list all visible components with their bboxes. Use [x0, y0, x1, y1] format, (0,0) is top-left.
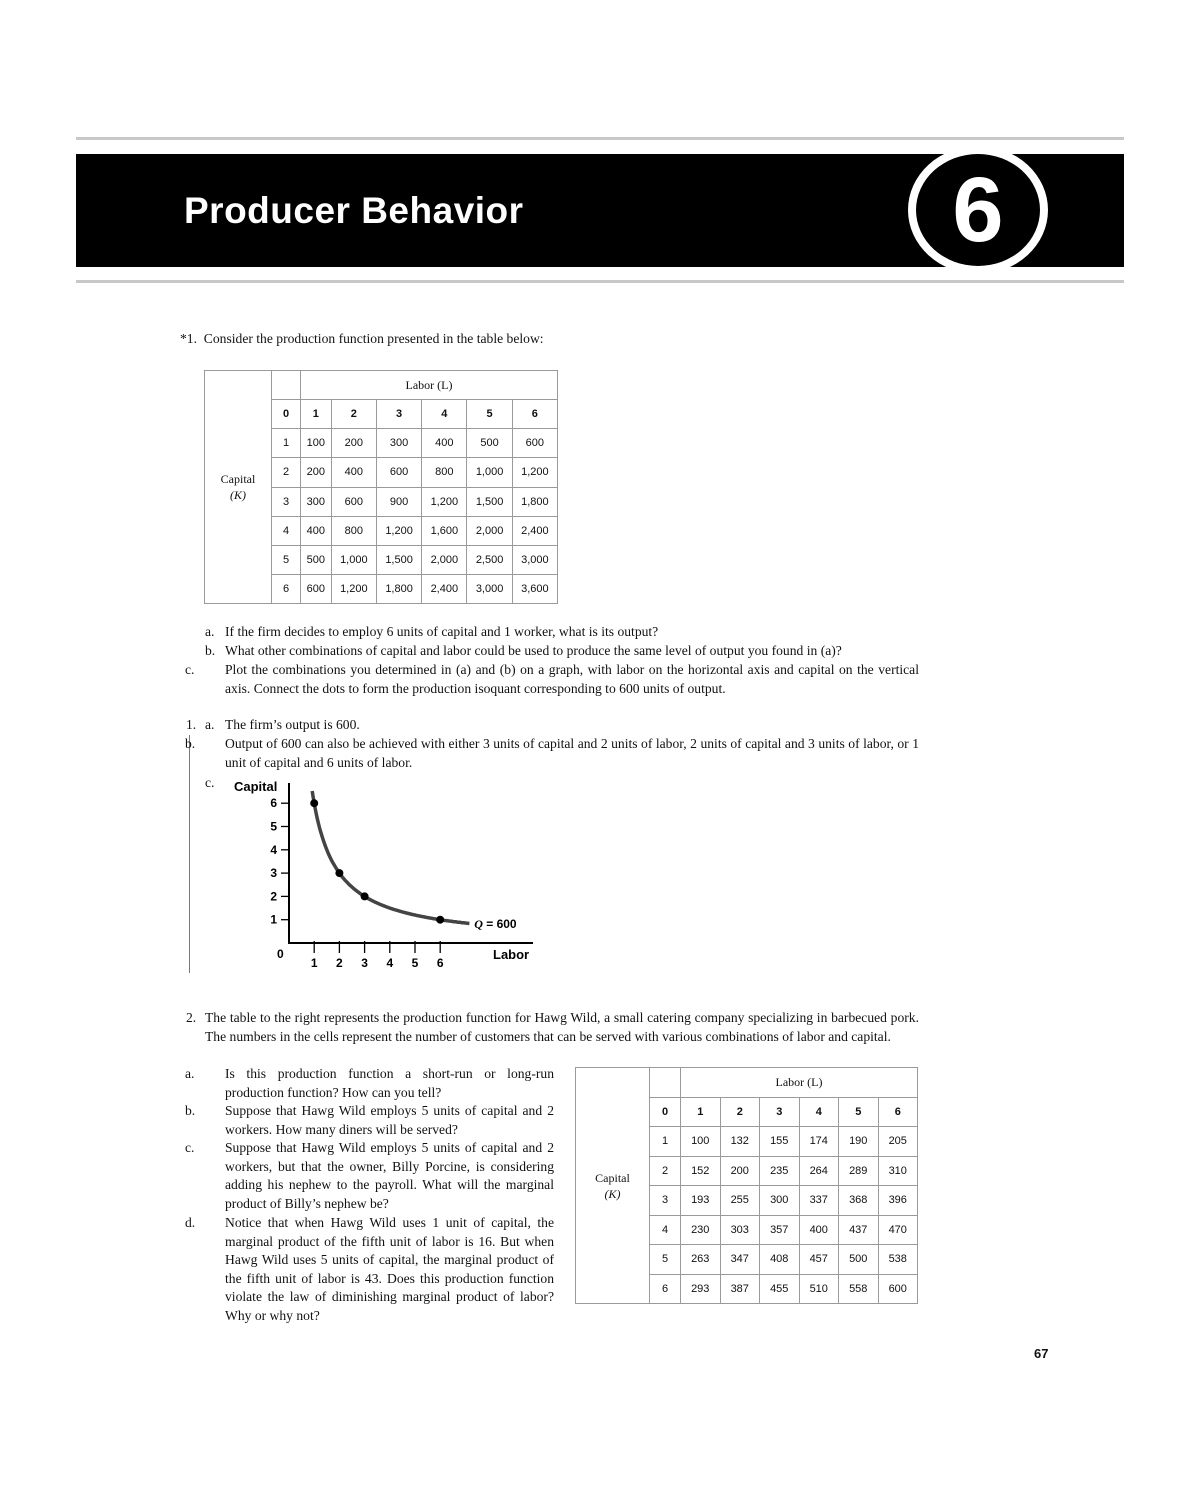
table-cell: 200	[301, 458, 332, 487]
table-cell: 300	[376, 429, 421, 458]
part-label: d.	[185, 1215, 196, 1230]
part-text: Is this production function a short-run or long-run production function? How can you tell?	[225, 1066, 554, 1100]
table-cell: 2,000	[422, 545, 467, 574]
capital-row-header: 5	[272, 545, 301, 574]
table-cell: 900	[376, 487, 421, 516]
y-tick-label: 6	[270, 796, 277, 811]
table-cell: 190	[839, 1127, 879, 1157]
labor-col-header: 1	[681, 1097, 721, 1127]
table-cell: 264	[799, 1156, 839, 1186]
table-cell: 263	[681, 1245, 721, 1275]
table-cell: 293	[681, 1274, 721, 1304]
part-label: a.	[205, 624, 215, 639]
q1-text: Consider the production function presented in the table below:	[203, 331, 544, 346]
part-text: Output of 600 can also be achieved with either 3 units of capital and 2 units of labor, 2 units of capital and 3 units of labor, or 1 unit of capital and 6 units of labor.	[225, 736, 919, 770]
answer1-number: 1.	[186, 717, 197, 732]
x-tick-label: 2	[336, 956, 343, 970]
bottom-rule	[76, 280, 1124, 283]
production-table-2	[575, 1067, 918, 1304]
table-cell: 600	[878, 1274, 918, 1304]
labor-col-header: 6	[878, 1097, 918, 1127]
table-cell: 455	[760, 1274, 800, 1304]
table-cell: 510	[799, 1274, 839, 1304]
table-cell: 400	[422, 429, 467, 458]
table-cell: 200	[720, 1156, 760, 1186]
table-cell: 457	[799, 1245, 839, 1275]
production-table-1	[204, 370, 558, 604]
y-tick-label: 1	[270, 912, 277, 927]
data-point	[361, 892, 369, 900]
table-cell: 2,500	[467, 545, 512, 574]
table-cell: 347	[720, 1245, 760, 1275]
q2-part-d	[185, 1214, 554, 1325]
table-cell: 1,200	[512, 458, 557, 487]
blank-cell	[272, 371, 301, 400]
table-cell: 600	[376, 458, 421, 487]
q1-part-b	[205, 642, 919, 661]
labor-col-header: 5	[839, 1097, 879, 1127]
table-cell: 558	[839, 1274, 879, 1304]
table-cell: 538	[878, 1245, 918, 1275]
table-cell: 303	[720, 1215, 760, 1245]
capital-row-header: 6	[650, 1274, 681, 1304]
table-cell: 193	[681, 1186, 721, 1216]
table-cell: 2,400	[512, 516, 557, 545]
table-cell: 1,500	[467, 487, 512, 516]
labor-header: Labor (L)	[681, 1068, 918, 1098]
part-label: b.	[185, 736, 196, 751]
table-cell: 400	[301, 516, 332, 545]
table-cell: 155	[760, 1127, 800, 1157]
y-tick-label: 4	[270, 842, 277, 857]
page-number: 67	[1034, 1346, 1049, 1361]
q2-part-b	[185, 1102, 554, 1139]
part-text: Suppose that Hawg Wild employs 5 units of capital and 2 workers, but that the owner, Billy Porcine, is considering adding his nephew to the payroll. What will the marginal product of Billy’s nephew be?	[225, 1140, 554, 1211]
table-cell: 310	[878, 1156, 918, 1186]
capital-label-cell	[576, 1068, 650, 1304]
y-tick-label: 3	[270, 866, 277, 881]
corner-cell: 0	[272, 400, 301, 429]
table-cell: 174	[799, 1127, 839, 1157]
x-tick-label: 1	[310, 956, 318, 970]
capital-row-header: 2	[272, 458, 301, 487]
x-tick-label: 6	[436, 956, 444, 970]
data-point	[436, 916, 444, 924]
table-cell: 1,000	[331, 545, 376, 574]
q2-part-c	[185, 1139, 554, 1213]
data-point	[335, 869, 343, 877]
part-text: The firm’s output is 600.	[225, 717, 360, 732]
part-label: c.	[185, 1140, 195, 1155]
table-cell: 437	[839, 1215, 879, 1245]
table-cell: 200	[331, 429, 376, 458]
capital-row-header: 6	[272, 574, 301, 603]
table-cell: 2,000	[467, 516, 512, 545]
table-cell: 235	[760, 1156, 800, 1186]
table-cell: 289	[839, 1156, 879, 1186]
table-cell: 600	[512, 429, 557, 458]
table-cell: 387	[720, 1274, 760, 1304]
answer1-part-c-label: c.	[205, 775, 215, 790]
table-cell: 1,200	[331, 574, 376, 603]
table-cell: 1,600	[422, 516, 467, 545]
x-tick-label: 5	[411, 956, 419, 970]
table-cell: 1,500	[376, 545, 421, 574]
table-cell: 300	[760, 1186, 800, 1216]
table-cell: 100	[681, 1127, 721, 1157]
table-cell: 3,000	[467, 574, 512, 603]
capital-label-cell	[205, 371, 272, 604]
table-cell: 3,000	[512, 545, 557, 574]
table-cell: 396	[878, 1186, 918, 1216]
table-cell: 400	[799, 1215, 839, 1245]
capital-symbol: (K)	[604, 1186, 621, 1201]
answer-bar	[189, 735, 190, 973]
y-tick-label: 5	[270, 819, 277, 834]
part-label: c.	[185, 662, 195, 677]
labor-header: Labor (L)	[301, 371, 558, 400]
part-text: Suppose that Hawg Wild employs 5 units of capital and 2 workers. How many diners will be served?	[225, 1103, 554, 1137]
q1-part-c	[185, 661, 919, 698]
corner-cell: 0	[650, 1097, 681, 1127]
table-cell: 230	[681, 1215, 721, 1245]
labor-col-header: 4	[799, 1097, 839, 1127]
labor-col-header: 6	[512, 400, 557, 429]
capital-row-header: 4	[650, 1215, 681, 1245]
table-cell: 205	[878, 1127, 918, 1157]
isoquant-curve	[312, 791, 469, 924]
table-cell: 408	[760, 1245, 800, 1275]
labor-col-header: 5	[467, 400, 512, 429]
q2-intro: The table to the right represents the production function for Hawg Wild, a small catering company specializing in barbecued pork. The numbers in the cells represent the number of customers that can be served with various combinations of labor and capital.	[205, 1010, 919, 1044]
capital-row-header: 1	[650, 1127, 681, 1157]
y-tick-label: 2	[270, 889, 277, 904]
part-text: What other combinations of capital and labor could be used to produce the same level of output you found in (a)?	[225, 643, 842, 658]
table-cell: 500	[839, 1245, 879, 1275]
table-cell: 1,200	[422, 487, 467, 516]
q1-prompt	[180, 330, 544, 349]
answer1-part-a	[205, 716, 360, 735]
table-cell: 100	[301, 429, 332, 458]
chapter-title: Producer Behavior	[184, 190, 524, 231]
blank-cell	[650, 1068, 681, 1098]
part-text: Plot the combinations you determined in (a) and (b) on a graph, with labor on the horizontal axis and capital on the vertical axis. Connect the dots to form the production isoquant corresponding to 600 units of output.	[225, 662, 919, 696]
labor-col-header: 2	[720, 1097, 760, 1127]
table-cell: 357	[760, 1215, 800, 1245]
capital-row-header: 3	[650, 1186, 681, 1216]
capital-symbol: (K)	[230, 488, 246, 502]
q2-number: 2.	[186, 1010, 197, 1025]
data-point	[310, 799, 318, 807]
capital-row-header: 2	[650, 1156, 681, 1186]
part-text: Notice that when Hawg Wild uses 1 unit of capital, the marginal product of the fifth unit of labor is 16. But when Hawg Wild uses 5 units of capital, the marginal product of the fifth unit of labor is 43. Does this production function violate the law of diminishing marginal product of labor? Why or why not?	[225, 1215, 554, 1323]
top-rule	[76, 137, 1124, 140]
isoquant-chart	[200, 775, 545, 975]
capital-row-header: 3	[272, 487, 301, 516]
chapter-number: 6	[916, 154, 1040, 266]
capital-label: Capital	[220, 472, 256, 486]
table-cell: 600	[331, 487, 376, 516]
y-axis-label: Capital	[234, 779, 278, 794]
labor-col-header: 1	[301, 400, 332, 429]
q1-number: *1.	[180, 331, 197, 346]
x-tick-label: 4	[386, 956, 394, 970]
table-cell: 500	[301, 545, 332, 574]
answer1-part-b	[185, 735, 919, 772]
table-cell: 600	[301, 574, 332, 603]
curve-label: Q = 600	[474, 916, 517, 931]
table-cell: 470	[878, 1215, 918, 1245]
table-cell: 1,800	[376, 574, 421, 603]
table-cell: 2,400	[422, 574, 467, 603]
labor-col-header: 3	[376, 400, 421, 429]
table-cell: 300	[301, 487, 332, 516]
table-cell: 400	[331, 458, 376, 487]
table-cell: 3,600	[512, 574, 557, 603]
table-cell: 1,200	[376, 516, 421, 545]
part-label: b.	[205, 643, 216, 658]
part-label: a.	[205, 717, 215, 732]
part-label: a.	[185, 1066, 195, 1081]
capital-row-header: 4	[272, 516, 301, 545]
table-cell: 500	[467, 429, 512, 458]
table-cell: 337	[799, 1186, 839, 1216]
labor-col-header: 3	[760, 1097, 800, 1127]
labor-col-header: 2	[331, 400, 376, 429]
table-cell: 132	[720, 1127, 760, 1157]
q2-part-a	[185, 1065, 554, 1102]
capital-row-header: 1	[272, 429, 301, 458]
capital-label: Capital	[595, 1170, 630, 1185]
table-cell: 255	[720, 1186, 760, 1216]
table-cell: 1,000	[467, 458, 512, 487]
capital-row-header: 5	[650, 1245, 681, 1275]
table-cell: 1,800	[512, 487, 557, 516]
table-cell: 800	[331, 516, 376, 545]
part-label: b.	[185, 1103, 196, 1118]
part-text: If the firm decides to employ 6 units of capital and 1 worker, what is its output?	[225, 624, 659, 639]
x-axis-label: Labor	[493, 947, 530, 962]
labor-col-header: 4	[422, 400, 467, 429]
table-cell: 152	[681, 1156, 721, 1186]
chapter-banner	[76, 154, 1124, 267]
table-cell: 800	[422, 458, 467, 487]
origin-label: 0	[277, 947, 284, 961]
table-cell: 368	[839, 1186, 879, 1216]
x-tick-label: 3	[361, 956, 368, 970]
q1-part-a	[205, 623, 919, 642]
chapter-number-badge	[908, 146, 1048, 274]
